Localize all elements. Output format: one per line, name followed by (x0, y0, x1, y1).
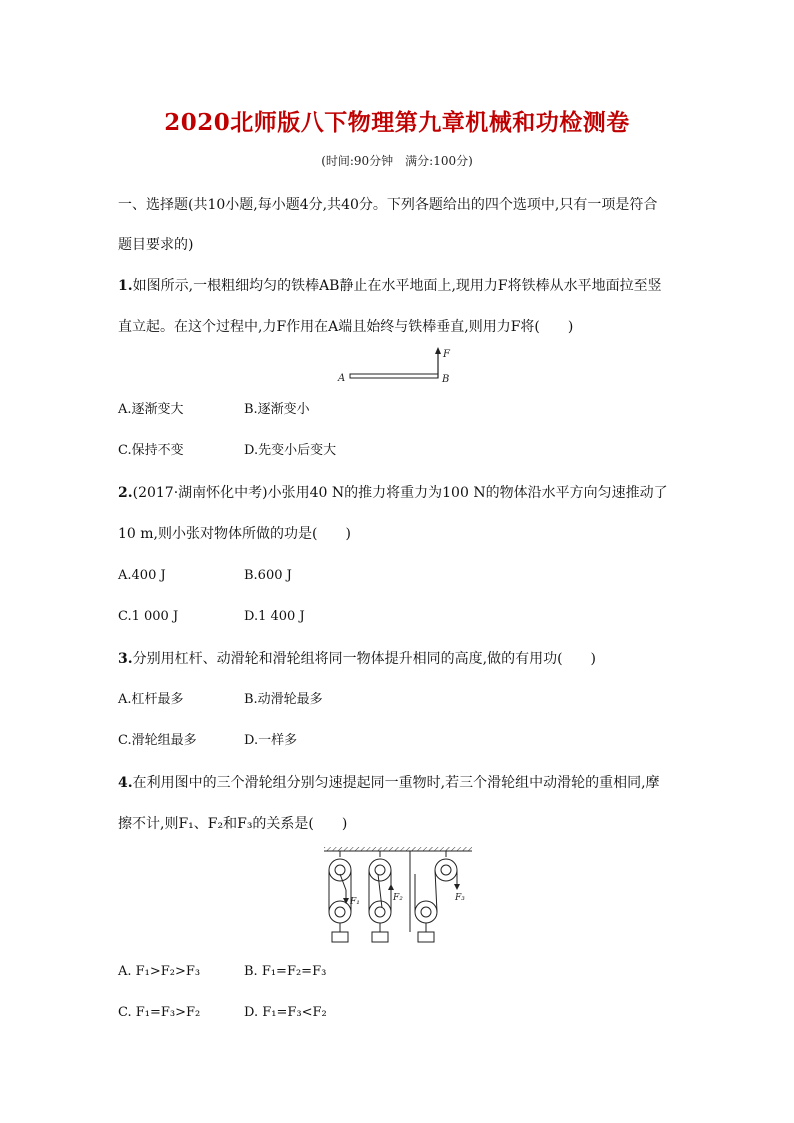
question-1-number: 1. (118, 278, 133, 294)
page-title: 2020北师版八下物理第九章机械和功检测卷 (164, 109, 630, 136)
label-a: A (338, 373, 346, 384)
q1-option-b: B.逐渐变小 (244, 402, 310, 417)
q3-option-d: D.一样多 (244, 733, 298, 748)
q4-option-c: C. F₁=F₃>F₂ (118, 1005, 201, 1020)
question-3-line1 (118, 650, 596, 668)
section-heading-line2: 题目要求的) (118, 237, 194, 253)
q3-option-c: C.滑轮组最多 (118, 733, 197, 748)
pulley-system-3 (415, 851, 465, 942)
pulley-system-2 (369, 851, 403, 942)
q1-option-c: C.保持不变 (118, 443, 184, 458)
question-4-line2: 擦不计,则F₁、F₂和F₃的关系是( ) (118, 816, 348, 832)
pulley-system-1 (329, 851, 360, 942)
section-heading-line1: 一、选择题(共10小题,每小题4分,共40分。下列各题给出的四个选项中,只有一项是符合 (118, 197, 658, 213)
label-f1: F₁ (350, 897, 360, 907)
question-2-line1 (118, 484, 668, 502)
label-f3: F₃ (455, 893, 465, 903)
q1-option-d: D.先变小后变大 (244, 443, 337, 458)
q2-option-d: D.1 400 J (244, 609, 305, 624)
q3-option-b: B.动滑轮最多 (244, 692, 323, 707)
question-4-number: 4. (118, 775, 133, 791)
page-subtitle: (时间:90分钟 满分:100分) (321, 154, 473, 168)
q1-option-a: A.逐渐变大 (118, 402, 184, 417)
q3-option-a: A.杠杆最多 (118, 692, 184, 707)
question-3-text: 分别用杠杆、动滑轮和滑轮组将同一物体提升相同的高度,做的有用功( ) (132, 651, 596, 667)
q2-option-a: A.400 J (118, 568, 166, 583)
q2-option-c: C.1 000 J (118, 609, 179, 624)
label-f: F (443, 349, 450, 360)
question-1-line2: 直立起。在这个过程中,力F作用在A端且始终与铁棒垂直,则用力F将( ) (118, 319, 574, 335)
question-4-text: 在利用图中的三个滑轮组分别匀速提起同一重物时,若三个滑轮组中动滑轮的重相同,摩 (132, 775, 660, 791)
iron-rod (350, 374, 438, 378)
label-f2: F₂ (393, 893, 403, 903)
question-1-text: 如图所示,一根粗细均匀的铁棒AB静止在水平地面上,现用力F将铁棒从水平地面拉至竖 (132, 278, 662, 294)
iron-rod-figure (336, 344, 466, 388)
question-2-text: (2017·湖南怀化中考)小张用40 N的推力将重力为100 N的物体沿水平方向匀速推动了 (132, 485, 668, 501)
label-b: B (442, 374, 450, 385)
q4-option-d: D. F₁=F₃<F₂ (244, 1005, 327, 1020)
question-2-number: 2. (118, 485, 133, 501)
force-arrowhead (435, 347, 441, 354)
question-2-line2: 10 m,则小张对物体所做的功是( ) (118, 526, 351, 542)
q4-option-b: B. F₁=F₂=F₃ (244, 964, 327, 979)
question-3-number: 3. (118, 651, 133, 667)
q2-option-b: B.600 J (244, 568, 292, 583)
pulley-systems-figure (322, 844, 474, 948)
question-4-line1 (118, 774, 660, 792)
q4-option-a: A. F₁>F₂>F₃ (118, 964, 201, 979)
ceiling-hatch (324, 847, 472, 851)
question-1-line1 (118, 277, 662, 295)
